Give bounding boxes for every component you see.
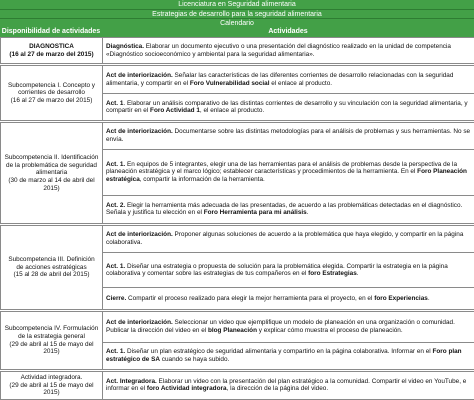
activity-cell [103, 288, 474, 310]
activity-cell [103, 371, 474, 399]
activity-text: , compartir la información de la herramienta. [139, 175, 265, 183]
activity-text: . Elaborar un análisis comparativo de las distintas corrientes de desarrollo y su vinculación con la seguridad alimentaria, y compartir en el [106, 99, 468, 115]
diagnostic-dates: (16 al 27 de marzo del 2015) [9, 50, 94, 58]
activity-text: , la dirección de la página del video. [226, 385, 329, 393]
table-row [1, 371, 474, 399]
forum-name: Foro Actividad 1 [150, 107, 200, 115]
subcompetence-4-dates: (29 de abril al 15 de mayo del 2015) [9, 340, 94, 356]
activity-text: cuando se haya subido. [159, 355, 230, 363]
forum-name: Foro Herramienta para mi análisis [203, 209, 307, 217]
activity-cell [103, 66, 474, 94]
activity-text: . [356, 270, 359, 278]
diagnostic-period-cell [1, 38, 103, 64]
calendar-title: Calendario [0, 18, 474, 27]
forum-name: foro Estrategias [308, 270, 357, 278]
activity-lead: Act. 1 [106, 99, 124, 107]
activity-lead: Act. 1. [106, 262, 126, 270]
activity-text: Proponer algunas soluciones de acuerdo a la problemática que haya elegido, y compartir en la página colaborativa. [106, 231, 464, 247]
activity-lead: Diagnóstica. [106, 42, 144, 50]
activity-text: Compartir el proceso realizado para elegir la mejor herramienta para el proyecto, en el [126, 295, 375, 303]
activity-text: el enlace al producto. [269, 79, 333, 87]
integrative-activity-dates: (29 de abril al 15 de mayo del 2015) [9, 381, 94, 397]
activity-lead: Cierre. [106, 295, 127, 303]
table-row [1, 225, 474, 252]
integrative-activity-title: Actividad integradora. [20, 373, 83, 381]
activity-lead: Act. 1. [106, 160, 126, 168]
activity-text: Elaborar un video con la presentación del plan estratégico a la comunidad. Compartir el video en YouTube, e informar en el [106, 377, 467, 393]
program-title: Licenciatura en Seguridad alimentaria [0, 0, 474, 9]
forum-name: blog Planeación [207, 326, 257, 334]
activity-text: Elaborar un documento ejecutivo o una presentación del diagnóstico realizado en la unidad de competencia «Diagnóstico socioeconómico y ambiental para la seguridad alimentaria». [106, 42, 451, 58]
activity-text: . [306, 209, 309, 217]
activity-text: Diseñar un plan estratégico de seguridad alimentaria y compartirlo en la página colaborativa. Informar en el [125, 348, 433, 356]
activity-cell [103, 195, 474, 223]
subcompetence-4-title: Subcompetencia IV. Formulación de la estrategia general [4, 325, 99, 340]
activity-text: Seleccionar un video que ejemplifique un modelo de planeación en una organización o comunidad. Publicar la dirección del video en el [106, 319, 455, 334]
activity-cell [103, 225, 474, 252]
subcompetence-2-cell [1, 123, 103, 224]
activity-lead: Act. 1. [106, 348, 126, 356]
integrative-activity-cell [1, 371, 103, 399]
activity-cell [103, 123, 474, 149]
course-title: Estrategias de desarrollo para la seguridad alimentaria [0, 9, 474, 18]
subcompetence-2-title: Subcompetencia II. Identificación de la problemática de seguridad alimentaria [4, 154, 99, 177]
activity-lead: Act. 2. [106, 201, 126, 209]
subcompetence-1-cell [1, 66, 103, 121]
forum-name: foro Experiencias [374, 295, 428, 303]
forum-name: Foro plan estratégico de SA [106, 348, 462, 363]
activity-text: , el enlace al producto. [199, 107, 265, 115]
subcompetence-1-title: Subcompetencia I. Concepto y corrientes de desarrollo [7, 81, 96, 97]
activity-text: Documentarse sobre las distintas metodologías para el análisis de problemas y sus herramientas. No se envía. [106, 128, 471, 143]
activity-lead: Act de interiorización. [106, 231, 173, 239]
forum-name: Foro [417, 168, 432, 176]
activity-cell [103, 312, 474, 342]
activity-lead: Act de interiorización. [106, 319, 173, 327]
activity-lead: Act. Integradora. [106, 377, 157, 385]
subcompetence-3-dates: (15 al 28 de abril del 2015) [13, 271, 90, 279]
activity-text: En equipos de 5 integrantes, elegir una de las herramientas para el análisis de problemas desde la perspectiva de la planeación estratégica y el marco lógico; establecer características y procedimientos de la herramienta. En el [106, 160, 457, 176]
column-header-row [0, 27, 474, 37]
subcompetence-1-dates: (16 al 27 de marzo del 2015) [10, 97, 93, 105]
activity-text: y explicar cómo muestra el proceso de planeación. [256, 326, 403, 334]
activity-cell [103, 342, 474, 369]
activity-cell [103, 149, 474, 195]
diagnostic-activity-cell [103, 38, 474, 64]
subcompetence-2-dates: (30 de marzo al 14 de abril del 2015) [8, 176, 95, 192]
activity-lead: Act de interiorización. [106, 72, 173, 80]
column-header-availability: Disponibilidad de actividades [1, 28, 101, 35]
forum-name: foro Actividad integradora [146, 385, 227, 393]
table-row [1, 123, 474, 149]
table-row [1, 38, 474, 64]
activity-lead: Act de interiorización. [106, 128, 173, 136]
activity-cell [103, 253, 474, 288]
subcompetence-3-cell [1, 225, 103, 309]
activity-text: Señalar las características de las diferentes corrientes de desarrollo relacionadas con la seguridad alimentaria, y compartir en el [106, 72, 454, 87]
calendar-table [0, 37, 474, 400]
column-header-activities: Actividades [268, 28, 308, 35]
activity-cell [103, 94, 474, 121]
forum-name: Planeación estratégica [106, 168, 467, 183]
activity-text: Elegir la herramienta más adecuada de las presentadas, de acuerdo a las problemáticas detectadas en el diagnóstico. Señala y justifica tu elección en el [106, 201, 463, 217]
activity-text: Diseñar una estrategia o propuesta de solución para la problemática elegida. Compartir la estrategia en la página colaborativa y comentar sobre las estrategias de tus compañeros en el [106, 262, 448, 278]
subcompetence-4-cell [1, 312, 103, 369]
activity-text: . [427, 295, 430, 303]
diagnostic-label: DIAGNOSTICA [29, 42, 74, 50]
table-row [1, 312, 474, 342]
table-row [1, 66, 474, 94]
subcompetence-3-title: Subcompetencia III. Definición de acciones estratégicas [8, 256, 95, 271]
forum-name: Foro Vulnerabilidad social [189, 79, 270, 87]
